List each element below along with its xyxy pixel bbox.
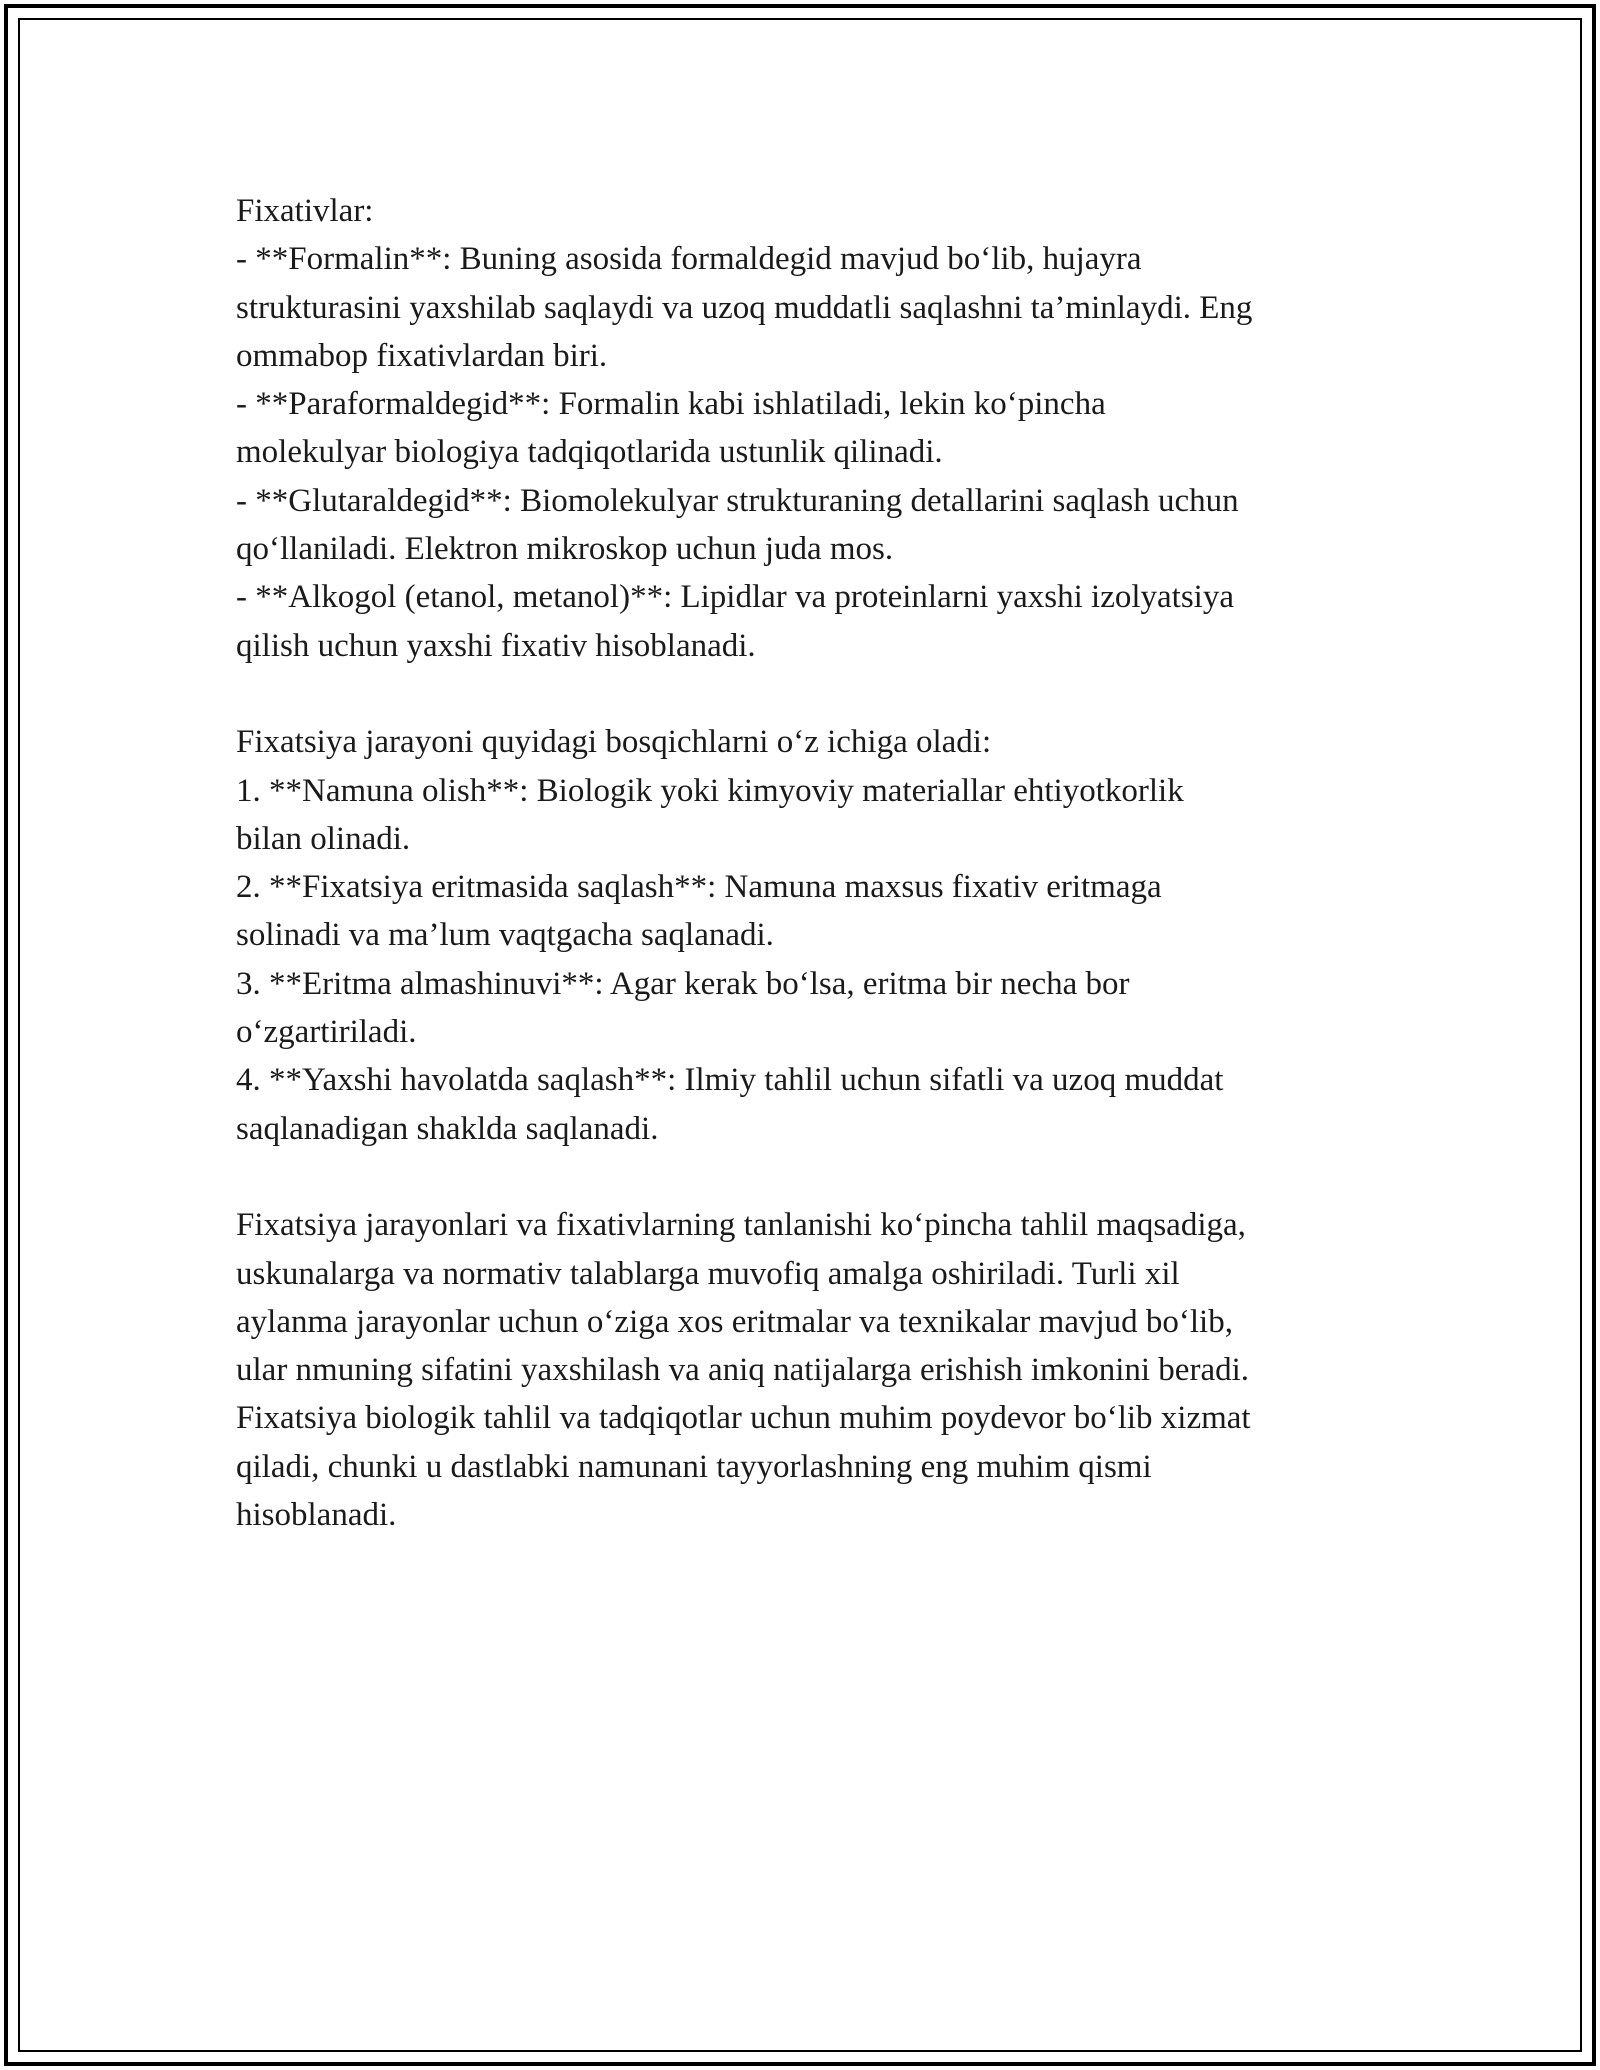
text-line: Fixatsiya jarayoni quyidagi bosqichlarni o‘z ichiga oladi: <box>236 724 992 761</box>
text-line: o‘zgartiriladi. <box>236 1014 417 1051</box>
text-line: hisoblanadi. <box>236 1497 397 1534</box>
text-line: ular nmuning sifatini yaxshilash va aniq natijalarga erishish imkonini beradi. <box>236 1352 1250 1389</box>
text-line: 4. **Yaxshi havolatda saqlash**: Ilmiy tahlil uchun sifatli va uzoq muddat <box>236 1062 1224 1099</box>
text-line: 2. **Fixatsiya eritmasida saqlash**: Namuna maxsus fixativ eritmaga <box>236 869 1162 906</box>
text-line: ommabop fixativlardan biri. <box>236 337 608 374</box>
text-line: Fixatsiya jarayonlari va fixativlarning tanlanishi ko‘pincha tahlil maqsadiga, <box>236 1207 1246 1244</box>
text-line: bilan olinadi. <box>236 820 411 857</box>
text-line: qo‘llaniladi. Elektron mikroskop uchun juda mos. <box>236 531 894 568</box>
blank-line <box>236 670 1376 718</box>
text-line: Fixatsiya biologik tahlil va tadqiqotlar uchun muhim poydevor bo‘lib xizmat <box>236 1400 1251 1437</box>
text-line: uskunalarga va normativ talablarga muvofiq amalga oshiriladi. Turli xil <box>236 1255 1180 1292</box>
text-line: solinadi va ma’lum vaqtgacha saqlanadi. <box>236 917 774 954</box>
text-line: molekulyar biologiya tadqiqotlarida ustunlik qilinadi. <box>236 434 943 471</box>
text-line: 3. **Eritma almashinuvi**: Agar kerak bo‘lsa, eritma bir necha bor <box>236 965 1130 1002</box>
text-line: - **Formalin**: Buning asosida formaldegid mavjud bo‘lib, hujayra <box>236 241 1142 278</box>
text-line: 1. **Namuna olish**: Biologik yoki kimyoviy materiallar ehtiyotkorlik <box>236 772 1184 809</box>
text-line: qiladi, chunki u dastlabki namunani tayyorlashning eng muhim qismi <box>236 1448 1152 1485</box>
text-line: saqlanadigan shaklda saqlanadi. <box>236 1110 659 1147</box>
text-line: Fixativlar: <box>236 193 374 229</box>
text-line: qilish uchun yaxshi fixativ hisoblanadi. <box>236 627 756 664</box>
text-line: aylanma jarayonlar uchun o‘ziga xos eritmalar va texnikalar mavjud bo‘lib, <box>236 1303 1233 1340</box>
text-line: - **Glutaraldegid**: Biomolekulyar strukturaning detallarini saqlash uchun <box>236 482 1239 519</box>
document-body <box>236 187 1376 1539</box>
text-line: - **Alkogol (etanol, metanol)**: Lipidlar va proteinlarni yaxshi izolyatsiya <box>236 579 1234 616</box>
text-line: - **Paraformaldegid**: Formalin kabi ishlatiladi, lekin ko‘pincha <box>236 386 1106 423</box>
blank-line <box>236 1153 1376 1201</box>
text-line: strukturasini yaxshilab saqlaydi va uzoq muddatli saqlashni ta’minlaydi. Eng <box>236 289 1253 326</box>
